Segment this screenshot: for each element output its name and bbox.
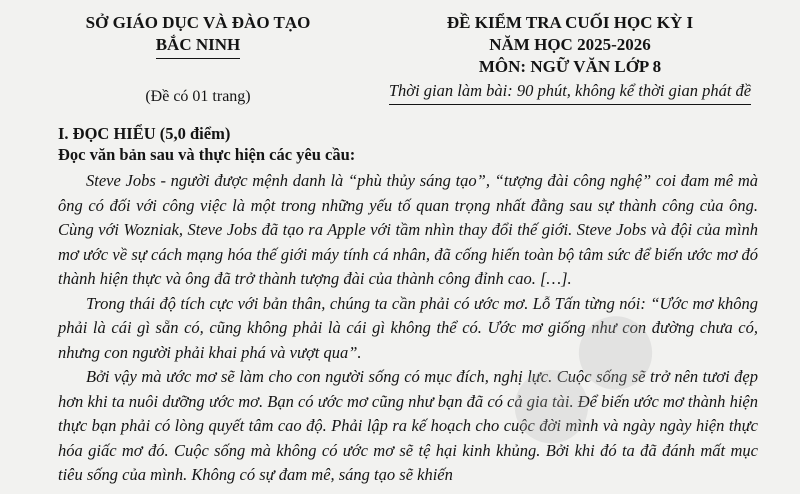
subject-line: MÔN: NGỮ VĂN LỚP 8 — [478, 57, 662, 76]
header-left — [58, 12, 338, 59]
time-limit: Thời gian làm bài: 90 phút, không kể thời gian phát đề — [389, 80, 751, 105]
page-count-note: (Đề có 01 trang) — [145, 88, 251, 105]
passage-paragraph: Trong thái độ tích cực với bản thân, chúng ta cần phải có ước mơ. Lỗ Tấn từng nói: “Ước mơ không phải là cái gì sẵn có, cũng không phải là cái gì không thể có. Ước mơ giống như con đường chưa có, nhưng con người phải khai phá và vượt qua”. — [58, 293, 758, 362]
passage-paragraph: Bởi vậy mà ước mơ sẽ làm cho con người sống có mục đích, nghị lực. Cuộc sống sẽ trở nên tươi đẹp hơn khi ta nuôi dưỡng ước mơ. Bạn có ước mơ cũng như bạn đã có cả gia tài. Để biến ước mơ thành hiện thực bạn phải có lòng quyết tâm cao độ. Phải lập ra kế hoạch cho cuộc đời mình và ngày ngày hiện thực hóa giấc mơ đó. Cuộc sống mà không có ước mơ sẽ tệ hại kinh khủng. Bởi khi đó ta đã đánh mất mục tiêu sống của mình. Không có sự đam mê, sáng tạo sẽ khiến — [58, 367, 758, 484]
province-name: BẮC NINH — [156, 34, 241, 59]
section-instruction: Đọc văn bản sau và thực hiện các yêu cầu: — [58, 145, 356, 164]
watermark-graphic: ●● — [477, 276, 679, 471]
passage-paragraph: Steve Jobs - người được mệnh danh là “phù thủy sáng tạo”, “tượng đài công nghệ” coi đam mê mà ông có đối với công việc là một trong những yếu tố quan trọng nhất đằng sau sự thành công của ông. Cùng với Wozniak, Steve Jobs đã tạo ra Apple với tầm nhìn thay đổi thế giới. Steve Jobs và đội của mình mơ ước về sự cách mạng hóa thế giới máy tính cá nhân, đã cống hiến toàn bộ tâm sức để biến ước mơ đó thành hiện thực và ông đã trở thành tượng đài của thành công đỉnh cao. […]. — [58, 171, 758, 288]
department-name: SỞ GIÁO DỤC VÀ ĐÀO TẠO — [85, 13, 311, 32]
exam-title: ĐỀ KIỂM TRA CUỐI HỌC KỲ I — [446, 13, 694, 32]
school-year: NĂM HỌC 2025-2026 — [489, 35, 651, 54]
header-right — [360, 12, 780, 105]
reading-passage — [58, 169, 758, 488]
section-title: I. ĐỌC HIỂU (5,0 điểm) — [58, 124, 231, 143]
